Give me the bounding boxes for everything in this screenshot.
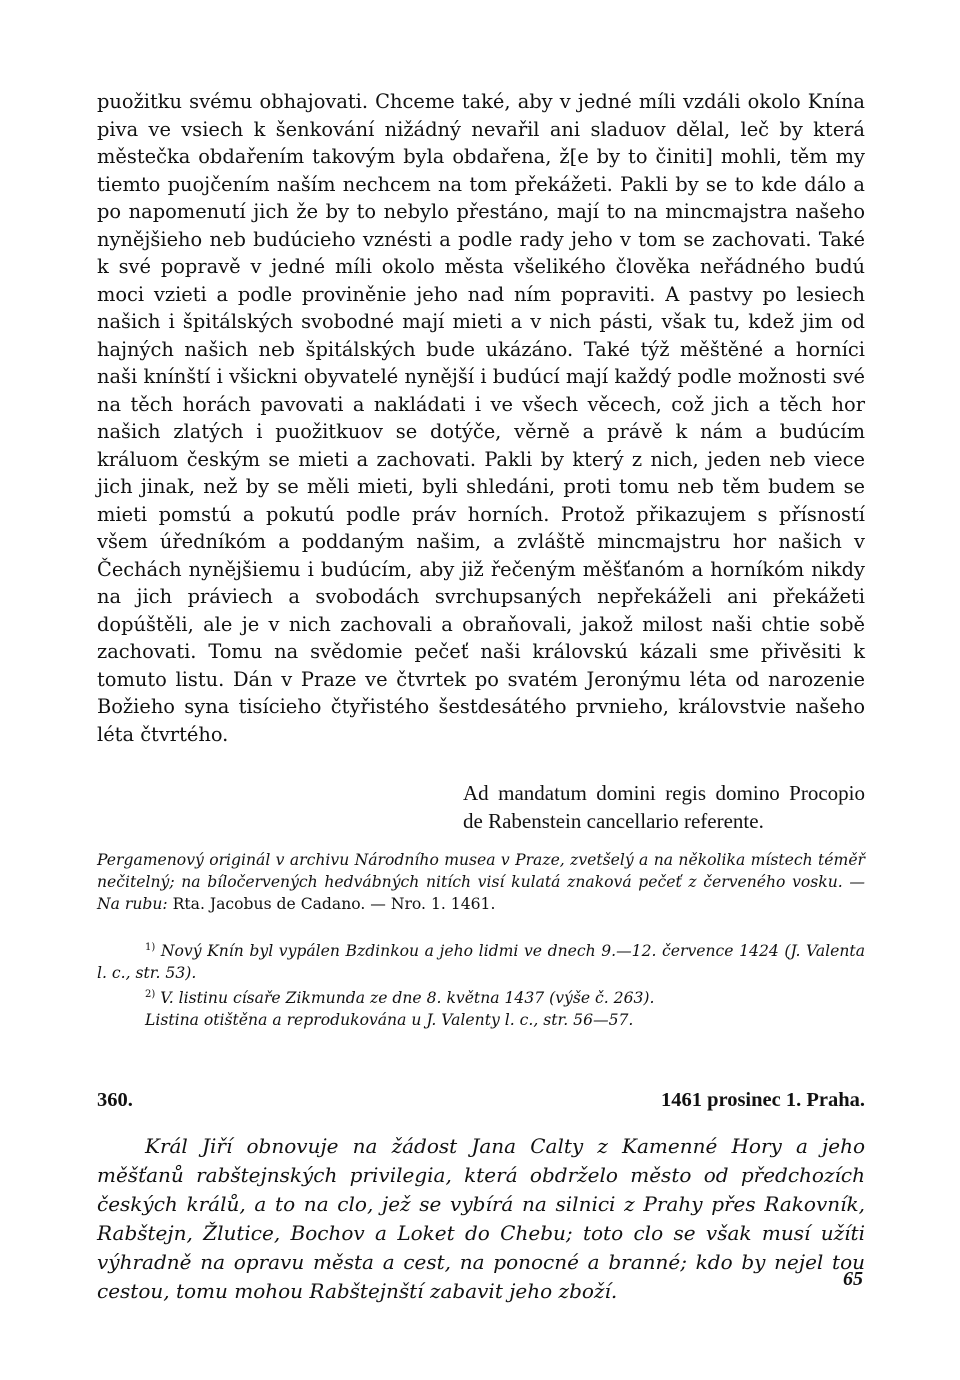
footnote-2-text: V. listinu císaře Zikmunda ze dne 8. května 1437 (výše č. 263). xyxy=(160,989,655,1008)
footnote-1-text: Nový Knín byl vypálen Bzdinkou a jeho lidmi ve dnech 9.—12. července 1424 (J. Valenta l. c., str. 53). xyxy=(97,942,865,983)
footnotes xyxy=(97,937,865,1031)
page-number: 65 xyxy=(843,1268,863,1290)
chancery-note: Ad mandatum domini regis domino Procopio de Rabenstein cancellario referente. xyxy=(463,781,865,833)
document-number: 360. xyxy=(97,1089,133,1112)
footnote-extra: Listina otištěna a reprodukována u J. Valenty l. c., str. 56—57. xyxy=(145,1011,634,1030)
document-heading xyxy=(97,1089,865,1112)
footnote-2 xyxy=(97,984,865,1009)
footnote-2-mark: 2) xyxy=(145,989,156,1001)
document-date-place: 1461 prosinec 1. Praha. xyxy=(660,1089,865,1112)
charter-text: puožitku svému obhajovati. Chceme také, aby v jedné míli vzdáli okolo Knína piva ve vsiech k šenkování nižádný nevařil ani sladuov dělal, leč by která městečka obdařením takovým byla obdařena, ž[e by to činiti] mohli, těm my tiemto puojčením naším nechcem na tom překážeti. Pakli by se to kde dálo a po napomenutí jich že by to nebylo přestáno, mají to na mincmajstra našeho nynějšieho neb budúcieho vznésti a podle rady jeho v tom se zachovati. Také k své popravě v jedné míli okolo města všelikého člověka neřádného budú moci vzieti a podle proviněnie jeho nad ním popraviti. A pastvy po lesiech našich i špitálských svobodné mají mieti a v nich pásti, však tu, kdež jim od hajných našich neb špitálských bude ukázáno. Také týž měštěné a horníci naši knínští i všickni obyvatelé nynější i budúcí mají každý podle možnosti své na těch horách pavovati a nakládati i ve všech věcech, což jich a těch hor našich zlatých i puožitkuov se dotýče, věrně a právě k nám a budúcím králuom českým se mieti a zachovati. Pakli by který z nich, jeden neb viece jich jinak, než by se měli mieti, byli shledáni, proti tomu neb těm budem se mieti pomstú a pokutú podle práv horních. Protož přikazujem s přísností všem úředníkóm a poddaným našim, a zvláště mincmajstru hor našich v Čechách nynějšiemu i budúcím, aby již řečeným měšťanóm a horníkóm nikdy na jich práviech a svobodách svrchupsaných nepřekáželi ani překážeti dopúštěli, ale je v nich zachovali a obraňovali, jakož milost naši chtie sobě zachovati. Tomu na svědomie pečeť naši královskú kázali sme přivěsiti k tomuto listu. Dán v Praze ve čtvrtek po svatém Jeronýmu léta od narozenie Božieho syna tisícieho čtyřistého šestdesátého prvnieho, královstvie našeho léta čtvrtého. xyxy=(97,90,865,746)
source-note-italic: Pergamenový originál v archivu Národního musea v Praze, zvetšelý a na několika místech téměř nečitelný; na bíločervených hedvábných nitích visí kulatá znaková pečeť z červeného vosku. — Na rubu: xyxy=(97,851,865,913)
footnote-1 xyxy=(97,937,865,984)
source-note-upright: Rta. Jacobus de Cadano. — Nro. 1. 1461. xyxy=(172,895,496,913)
footnote-1-mark: 1) xyxy=(145,942,156,953)
source-note xyxy=(97,849,865,915)
document-page xyxy=(97,88,865,1306)
regest: Král Jiří obnovuje na žádost Jana Calty z Kamenné Hory a jeho měšťanů rabštejnských privilegia, která obdrželo město od předchozích českých králů, a to na clo, jež se vybírá na silnici z Prahy přes Rakovník, Rabštejn, Žlutice, Bochov a Loket do Chebu; toto clo se však musí užíti výhradně na opravu města a cest, na ponocné a branné; kdo by nejel tou cestou, tomu mohou Rabštejnští zabavit jeho zboží. xyxy=(97,1134,865,1304)
